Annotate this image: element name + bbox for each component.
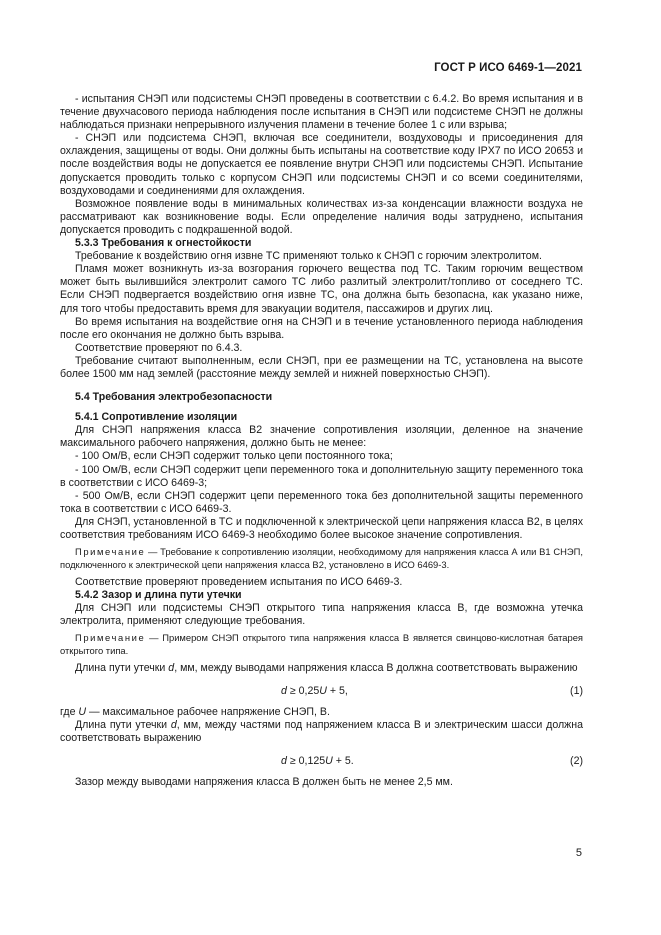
paragraph: - испытания СНЭП или подсистемы СНЭП проведены в соответствии с 6.4.2. Во время испытания и в течение двухчасового периода наблюдения после испытания в СНЭП или подсистеме СНЭП не должны наблюдаться признаки непрерывного излучения пламени в течение более 1 с или взрыва; [60, 93, 583, 132]
list-item: - 500 Ом/В, если СНЭП содержит цепи переменного тока без дополнительной защиты переменного тока в соответствии с ИСО 6469-3. [60, 489, 583, 515]
note [60, 546, 583, 571]
formula-expression: d ≥ 0,25U + 5, [281, 685, 348, 698]
paragraph: Во время испытания на воздействие огня на СНЭП и в течение установленного периода наблюдения после его окончания не должно быть взрыва. [60, 315, 583, 341]
list-item: - 100 Ом/В, если СНЭП содержит только цепи постоянного тока; [75, 450, 393, 463]
paragraph: где U — максимальное рабочее напряжение СНЭП, В. [60, 706, 330, 719]
section-heading-5-4-1: 5.4.1 Сопротивление изоляции [75, 411, 238, 424]
paragraph: Для СНЭП напряжения класса В2 значение сопротивления изоляции, деленное на значение максимального рабочего напряжения, должно быть не менее: [60, 424, 583, 450]
section-heading-5-4-2: 5.4.2 Зазор и длина пути утечки [75, 589, 242, 601]
page-number: 5 [575, 847, 582, 859]
formula-1 [60, 685, 583, 698]
formula-number: (2) [570, 755, 583, 768]
paragraph: Соответствие проверяют проведением испытания по ИСО 6469-3. [75, 575, 403, 588]
document-header: ГОСТ Р ИСО 6469-1—2021 [434, 62, 582, 74]
paragraph: Для СНЭП или подсистемы СНЭП открытого типа напряжения класса В, где возможна утечка электролита, применяют следующие требования. [60, 602, 583, 628]
paragraph: Для СНЭП, установленной в ТС и подключенной к электрической цепи напряжения класса В2, в целях соответствия требованиям ИСО 6469-3 необходимо более высокое значение сопротивления. [60, 515, 583, 541]
paragraph: Соответствие проверяют по 6.4.3. [75, 341, 243, 354]
note-text: — Требование к сопротивлению изоляции, необходимому для напряжения класса А или В1 СНЭП, подключенного к электрической цепи напряжения класса В2, установлено в ИСО 6469-3. [60, 546, 583, 570]
paragraph: Длина пути утечки d, мм, между частями под напряжением класса В и электрическим шасси должна соответствовать выражению [60, 719, 583, 745]
paragraph: - СНЭП или подсистема СНЭП, включая все соединители, воздуховоды и присоединения для охлаждения, защищены от воды. Они должны быть испытаны на соответствие коду IPX7 по ИСО 20653 и после воздействия воды не допускается ее появление внутри СНЭП или подсистемы СНЭП. Испытание допускается проводить только с корпусом СНЭП или подсистемы СНЭП и со всеми соединителями, воздуховодами и соединениями для охлаждения. [60, 132, 583, 197]
paragraph: Возможное появление воды в минимальных количествах из-за конденсации влажности воздуха не рассматривают как возникновение воды. Если определение наличия воды затруднено, испытания допускается проводить с подкрашенной водой. [60, 197, 583, 236]
formula-number: (1) [570, 685, 583, 698]
section-heading-5-4: 5.4 Требования электробезопасности [75, 391, 273, 404]
section-heading-5-3-3: 5.3.3 Требования к огнестойкости [75, 237, 252, 250]
paragraph: Длина пути утечки d, мм, между выводами напряжения класса В должна соответствовать выражению [75, 662, 578, 675]
note-label: Примечание [75, 546, 146, 558]
page-body [60, 93, 583, 790]
paragraph: Зазор между выводами напряжения класса В должен быть не менее 2,5 мм. [75, 776, 453, 789]
formula-2 [60, 755, 583, 768]
paragraph: Пламя может возникнуть из-за возгорания горючего вещества под ТС. Таким горючим веществом может быть вылившийся электролит самого ТС либо разлитый электролит/топливо от соседнего ТС. Если СНЭП подвергается воздействию огня извне ТС, она должна быть безопасна, как указано ниже, для того чтобы предоставить время для эвакуации водителя, пассажиров и других лиц. [60, 263, 583, 315]
note-text: — Примером СНЭП открытого типа напряжения класса В является свинцово-кислотная батарея открытого типа. [60, 632, 583, 656]
paragraph: Требование считают выполненным, если СНЭП, при ее размещении на ТС, установлена на высоте более 1500 мм над землей (расстояние между землей и нижней поверхностью СНЭП). [60, 354, 583, 380]
note [60, 632, 583, 657]
note-label: Примечание [75, 632, 146, 644]
list-item: - 100 Ом/В, если СНЭП содержит цепи переменного тока и дополнительную защиту переменного тока в соответствии с ИСО 6469-3; [60, 463, 583, 489]
formula-expression: d ≥ 0,125U + 5. [281, 755, 354, 768]
paragraph: Требование к воздействию огня извне ТС применяют только к СНЭП с горючим электролитом. [75, 250, 542, 263]
